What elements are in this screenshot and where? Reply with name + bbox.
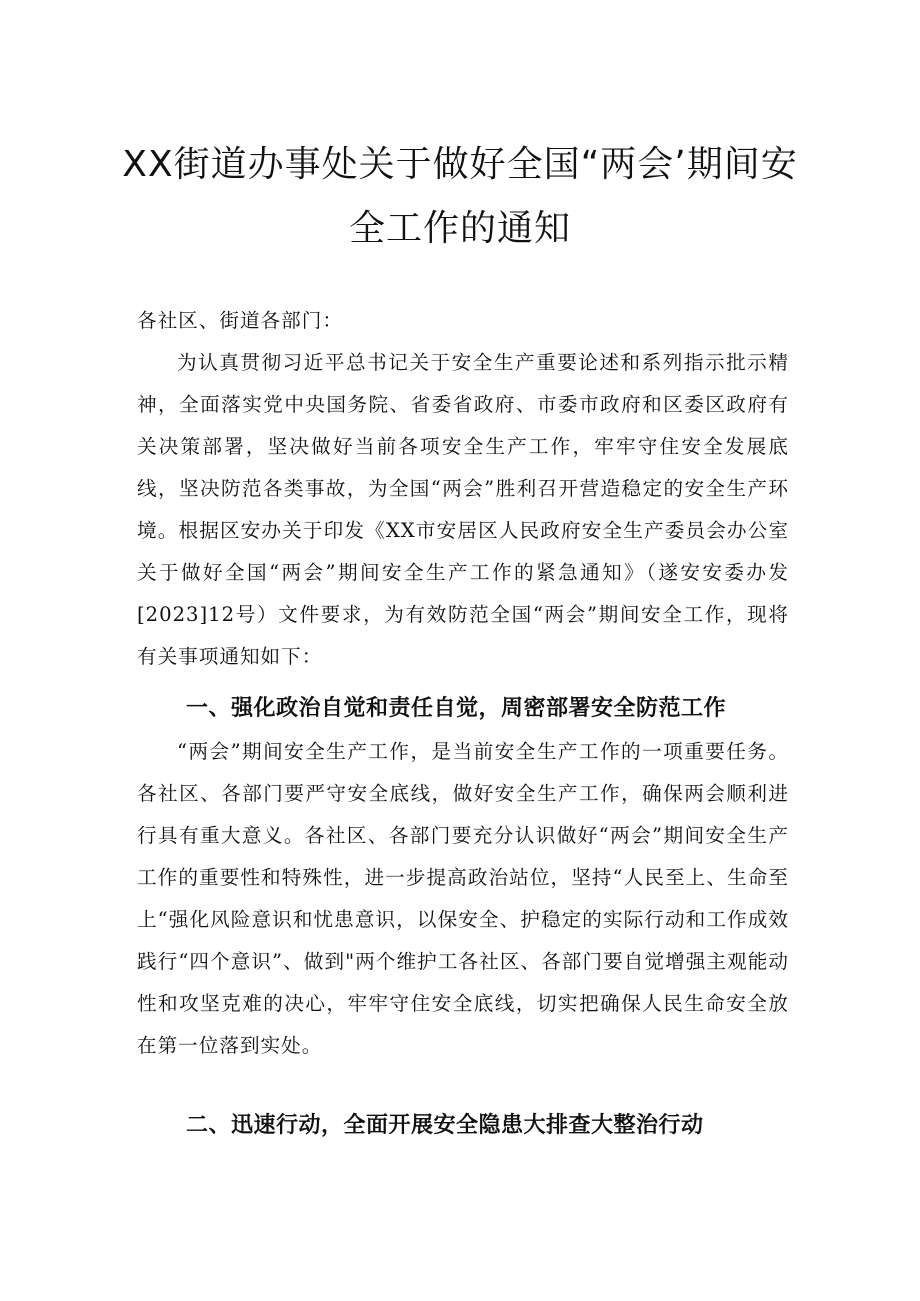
document-title-line-2: 全工作的通知 xyxy=(348,208,571,249)
section-heading-1: 一、强化政治自觉和责任自觉，周密部署安全防范工作 xyxy=(186,696,727,721)
section-1-paragraph: “两会”期间安全生产工作，是当前安全生产工作的一项重要任务。各社区、各部门要严守安全底线，做好安全生产工作，确保两会顺利进行具有重大意义。各社区、各部门要充分认识做好“两会”期间安全生产工作的重要性和特殊性，进一步提高政治站位，坚持“人民至上、生命至上“强化风险意识和忧患意识，以保安全、护稳定的实际行动和工作成效践行“四个意识”、做到"两个维护工各社区、各部门要自觉增强主观能动性和攻坚克难的决心，牢牢守住安全底线，切实把确保人民生命安全放在第一位落到实处。 xyxy=(137,740,789,1057)
salutation: 各社区、街道各部门： xyxy=(137,309,343,332)
document-title-line-1: XX街道办事处关于做好全国“两会’期间安 xyxy=(122,144,798,185)
intro-paragraph: 为认真贯彻习近平总书记关于安全生产重要论述和系列指示批示精神，全面落实党中央国务院、省委省政府、市委市政府和区委区政府有关决策部署，坚决做好当前各项安全生产工作，牢牢守住安全发展底线，坚决防范各类事故，为全国“两会”胜利召开营造稳定的安全生产环境。根据区安办关于印发《XX市安居区人民政府安全生产委员会办公室关于做好全国“两会”期间安全生产工作的紧急通知》（遂安安委办发[2023]12号）文件要求，为有效防范全国“两会”期间安全工作，现将有关事项通知如下： xyxy=(137,351,789,668)
section-heading-2: 二、迅速行动，全面开展安全隐患大排查大整治行动 xyxy=(186,1113,704,1138)
